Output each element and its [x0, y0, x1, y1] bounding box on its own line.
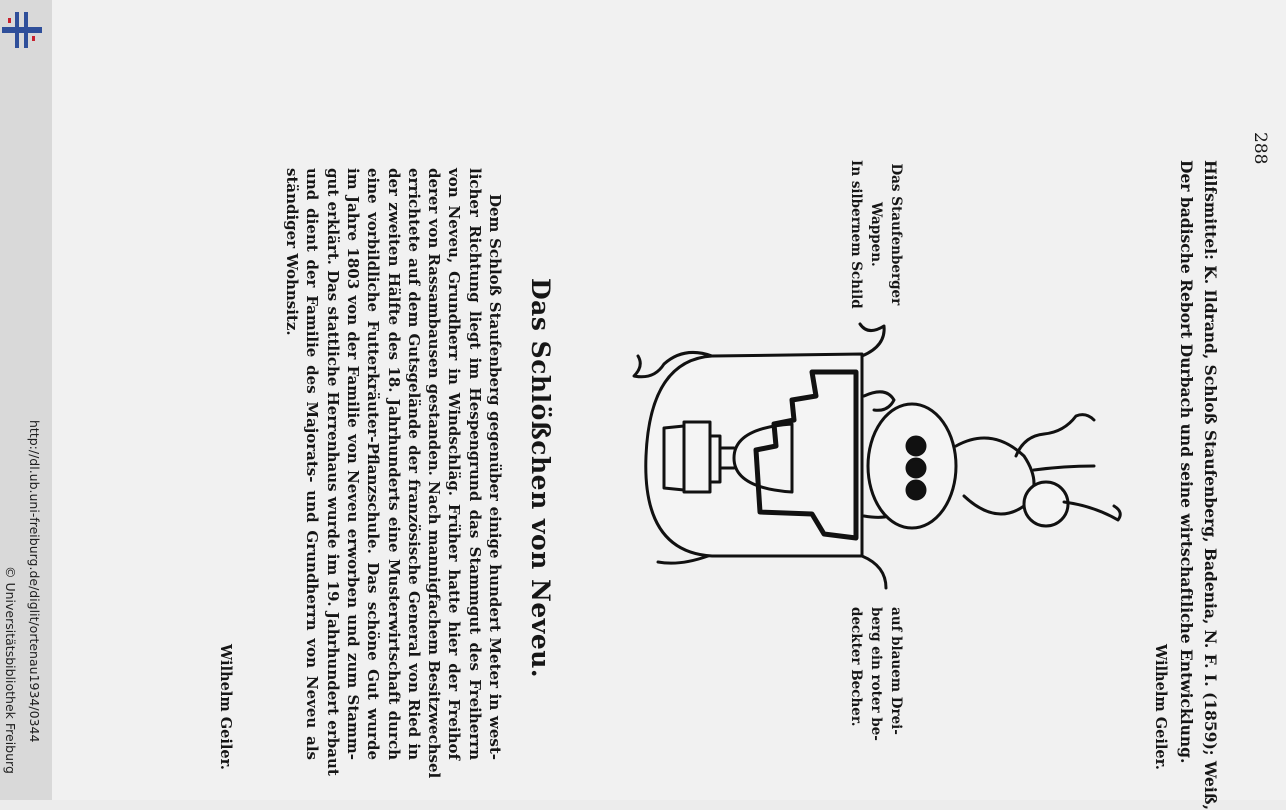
page-number: 288: [1250, 132, 1270, 165]
article-body: [282, 168, 505, 779]
caption-line: deckter Becher.: [848, 607, 864, 727]
signature: Wilhelm Geiler.: [217, 644, 234, 770]
body-line: der zweiten Hälfte des 18. Jahrhunderts eine Musterwirtschaft durch: [384, 168, 403, 760]
body-line: eine vorbildliche Futterkräuter-Pflanzschule. Das schöne Gut wurde: [364, 168, 383, 760]
article-headline: Das Schlößchen von Neveu.: [526, 278, 555, 679]
body-line: errichtete auf dem Gutsgelände der französische General von Ried in: [404, 168, 423, 760]
signature: Wilhelm Geiler.: [1152, 644, 1169, 770]
body-line: und dient der Familie des Majorats- und Grundherrn von Neveu als: [303, 168, 322, 760]
body-line: von Neveu, Grundherr in Windschläg. Früher hatte hier der Freihof: [445, 168, 464, 760]
caption-line: In silbernem Schild: [848, 160, 864, 309]
coat-caption-right: [846, 607, 906, 741]
body-line: Dem Schloß Staufenberg gegenüber einige hundert Meter in west-: [486, 194, 504, 760]
caption-line: Das Staufenberger: [888, 163, 904, 306]
ub-freiburg-logo-icon: [2, 10, 42, 50]
footnote-line: Hilfsmittel: K. Ildrand, Schloß Staufenberg, Badenia, N. F. I. (1859); Weiß,: [1201, 160, 1220, 810]
caption-line: berg ein roter be-: [868, 607, 884, 741]
copyright-notice: © Universitätsbibliothek Freiburg: [3, 566, 18, 774]
body-line: gut erklärt. Das stattliche Herrenhaus wurde im 19. Jahrhundert erbaut: [323, 168, 342, 776]
library-sidebar: [0, 0, 52, 800]
coat-of-arms-illustration: [624, 316, 1124, 596]
caption-line: auf blauem Drei-: [888, 607, 904, 735]
body-line: im Jahre 1803 von der Familie von Neveu erworben und zum Stamm-: [343, 168, 362, 760]
caption-line: Wappen.: [868, 201, 884, 267]
scanned-page: [52, 0, 1286, 810]
source-url[interactable]: http://dl.ub.uni-freiburg.de/diglit/ortenau1934/0344: [27, 420, 42, 743]
footnote-line: Der badische Rebort Durbach und seine wirtschaftliche Entwicklung.: [1177, 160, 1196, 764]
coat-caption-left: [846, 160, 906, 309]
body-line: derer von Rassambausen gestanden. Nach mannigfachem Besitzwechsel: [425, 168, 444, 779]
footnote: [1174, 160, 1222, 810]
body-line: licher Richtung liegt im Hespengrund das Stammgut des Freiherrn: [465, 168, 484, 760]
body-line: ständiger Wohnsitz.: [283, 168, 302, 336]
